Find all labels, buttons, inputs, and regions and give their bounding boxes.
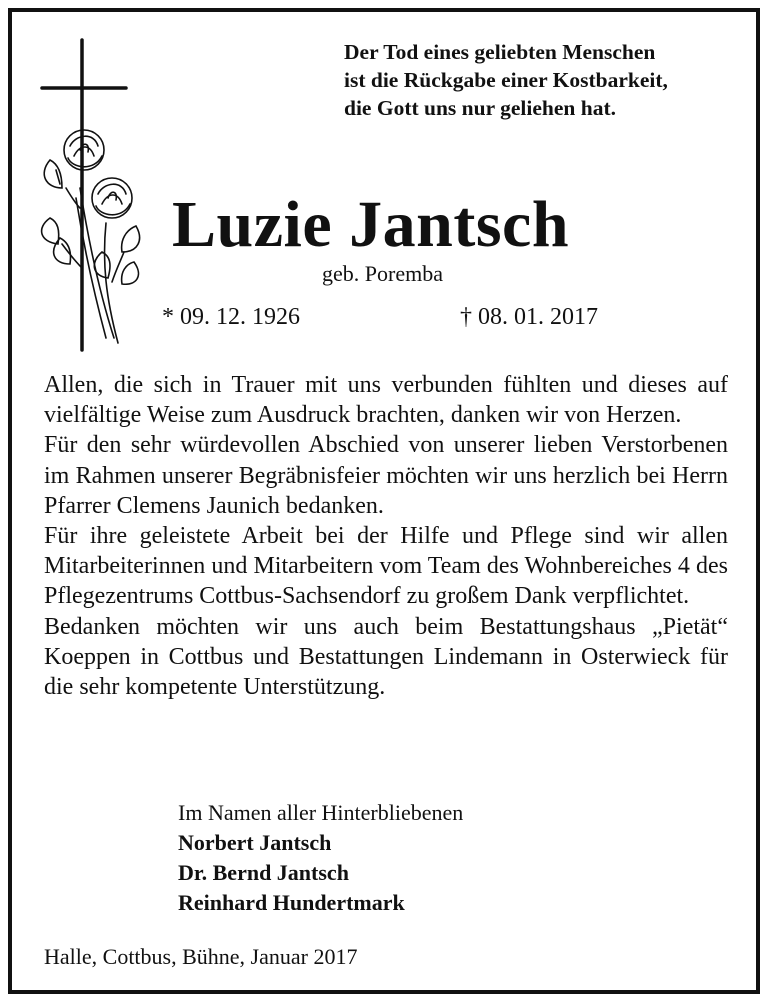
signature-block [178,798,463,918]
obituary-frame [8,8,760,994]
cross-and-roses-icon [36,38,146,353]
paragraph: Für ihre geleistete Arbeit bei der Hilfe und Pflege sind wir allen Mitarbeiterinnen und Mitarbeitern vom Team des Wohnbereiches 4 des Pflegezentrums Cottbus-Sachsendorf zu großem Dank verpflichtet. [44,523,728,610]
paragraph: Für den sehr würdevollen Abschied von unserer lieben Verstorbenen im Rahmen unserer Begräbnisfeier möchten wir uns herzlich bei Herrn Pfarrer Clemens Jaunich bedanken. [44,432,728,519]
quote-line: Der Tod eines geliebten Menschen [344,40,656,64]
paragraph: Allen, die sich in Trauer mit uns verbunden fühlten und dieses auf vielfältige Weise zum Ausdruck brachten, danken wir von Herzen. [44,372,728,429]
death-date: † 08. 01. 2017 [460,304,598,330]
birth-date: * 09. 12. 1926 [162,304,300,330]
signature-name: Dr. Bernd Jantsch [178,860,349,885]
signature-intro: Im Namen aller Hinterbliebenen [178,800,464,825]
deceased-name: Luzie Jantsch [172,188,570,261]
place-date: Halle, Cottbus, Bühne, Januar 2017 [44,944,358,969]
birth-name: geb. Poremba [322,261,443,286]
signature-name: Norbert Jantsch [178,830,332,855]
body-text [44,370,728,702]
quote-line: die Gott uns nur geliehen hat. [344,96,616,120]
signature-name: Reinhard Hundertmark [178,890,405,915]
paragraph: Bedanken möchten wir uns auch beim Bestattungshaus „Pietät“ Koeppen in Cottbus und Bestattungen Lindemann in Osterwieck für die sehr kompetente Unterstützung. [44,613,728,701]
quote [344,38,744,122]
quote-line: ist die Rückgabe einer Kostbarkeit, [344,68,668,92]
